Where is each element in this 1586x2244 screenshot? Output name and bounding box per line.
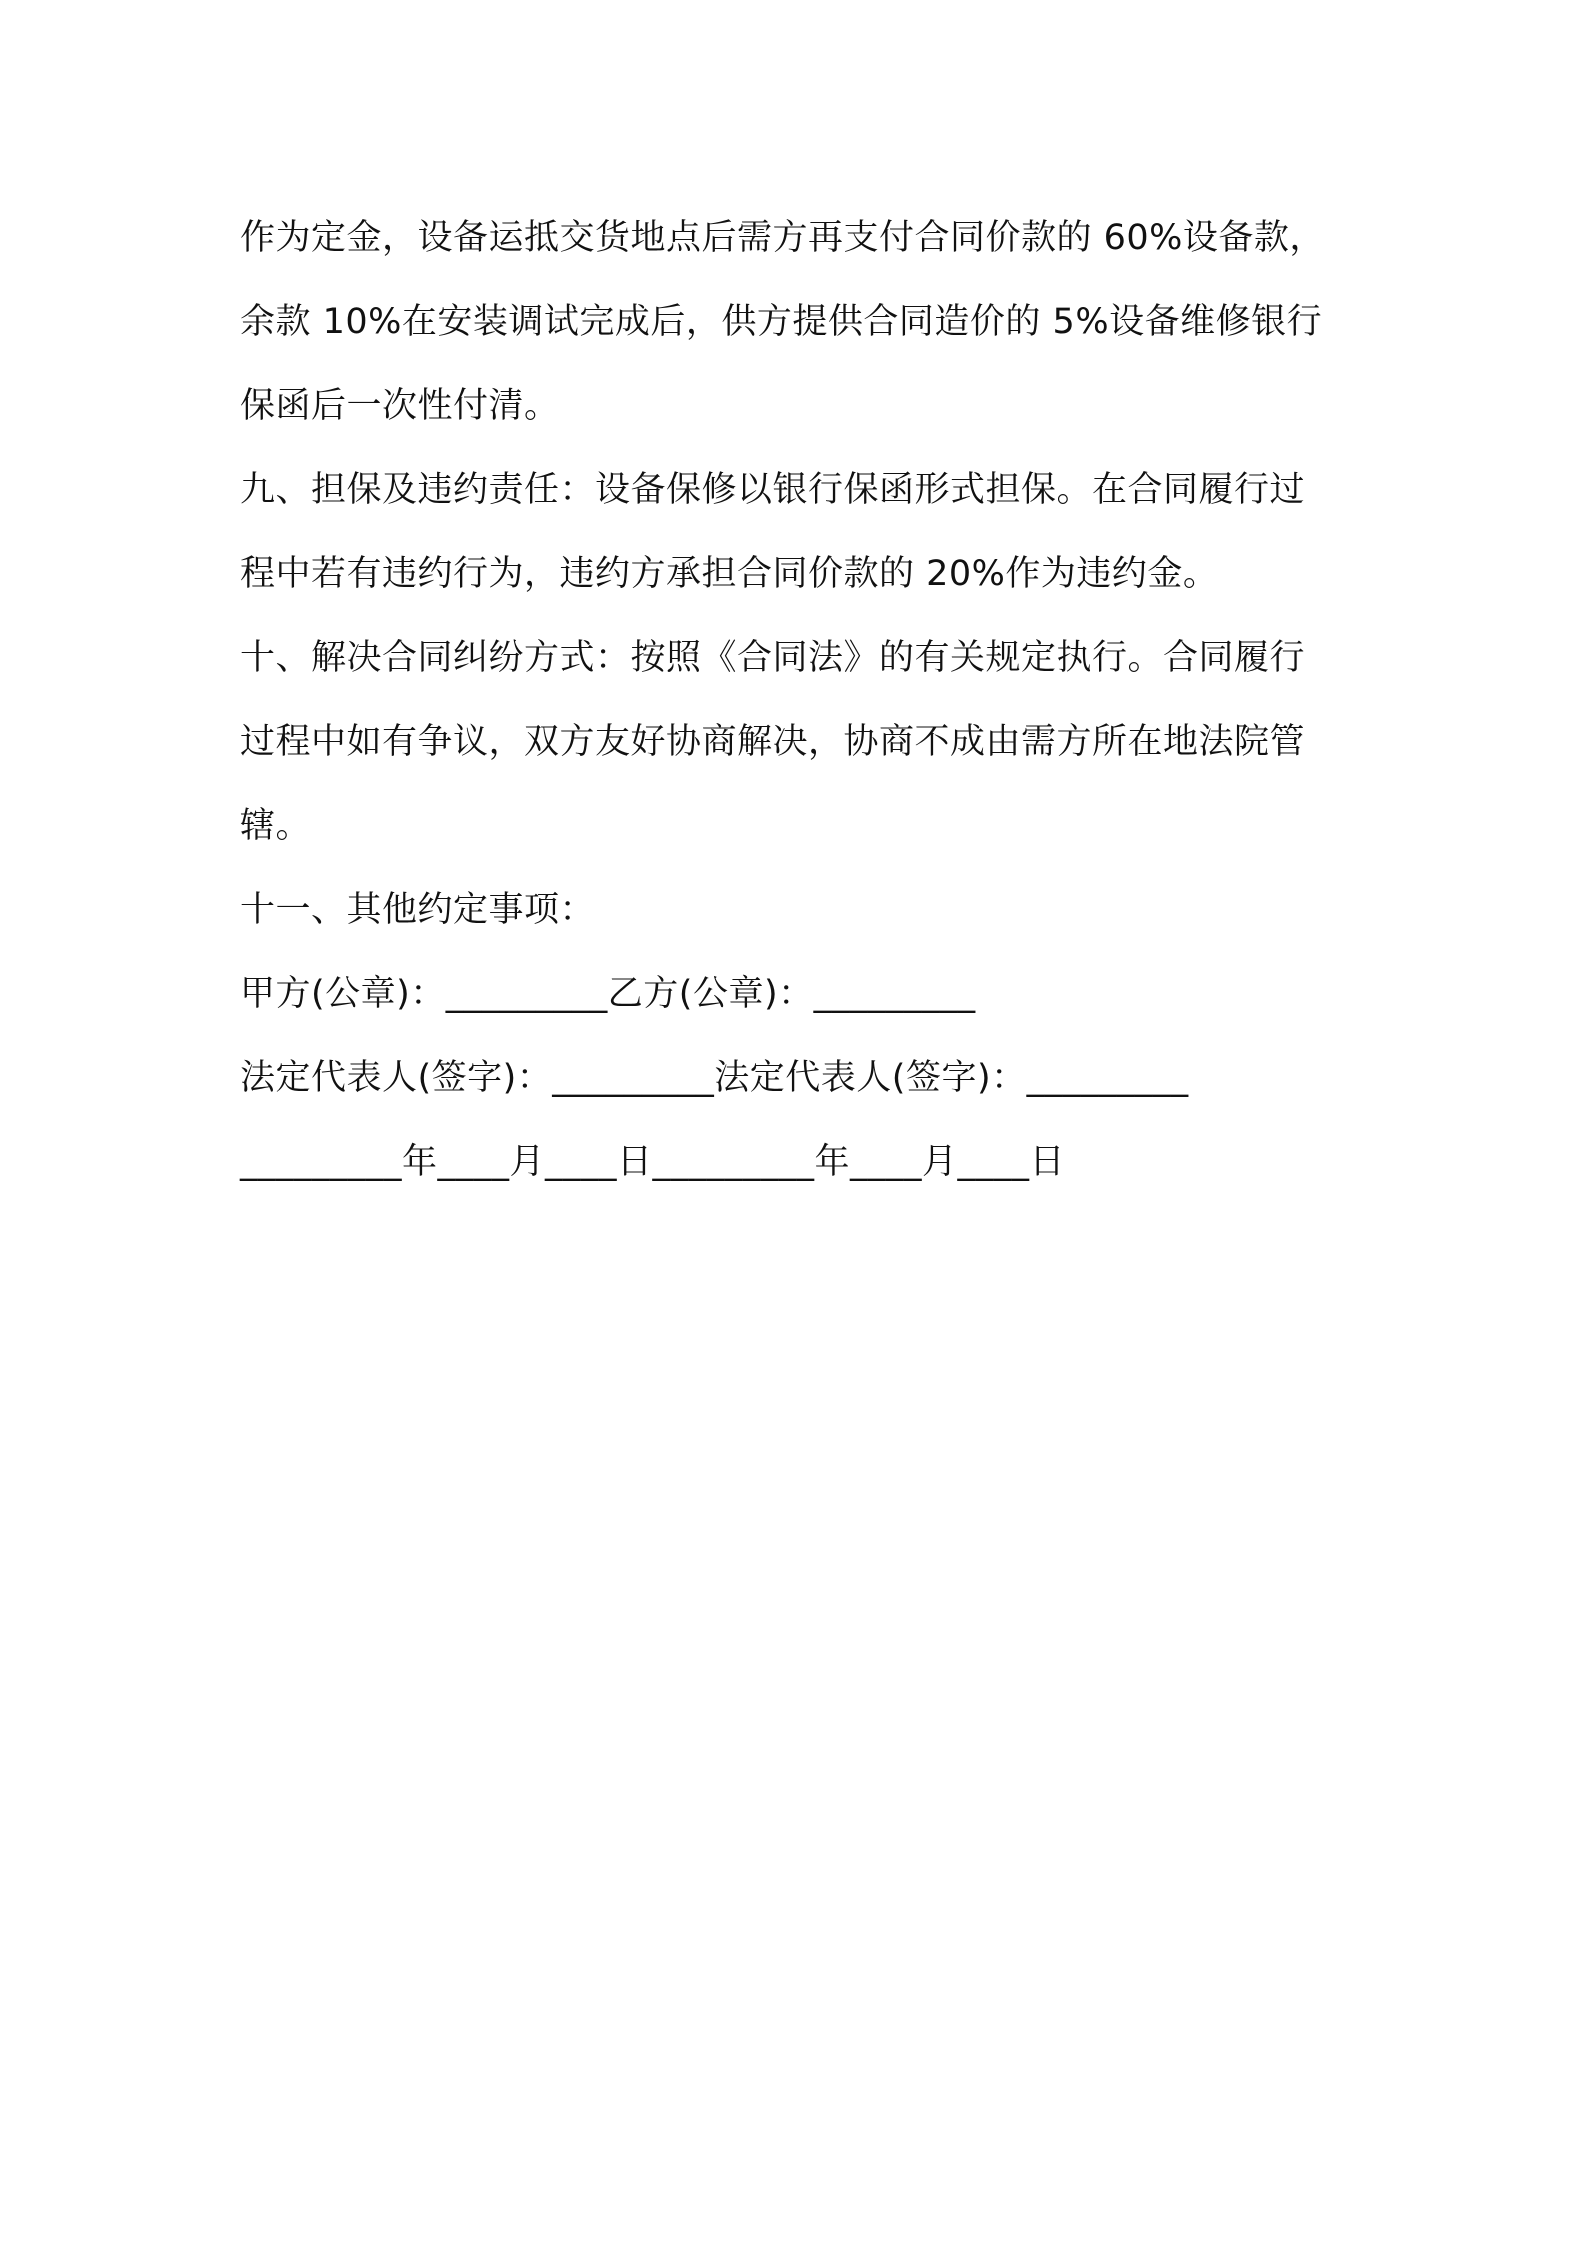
party-seal-line: 甲方(公章)：_________乙方(公章)：_________ [240,974,976,1014]
contract-text-block [240,196,1350,1204]
clause-10-line-2: 过程中如有争议，双方友好协商解决，协商不成由需方所在地法院管 [240,722,1306,762]
clause-9-line-2: 程中若有违约行为，违约方承担合同价款的 20%作为违约金。 [240,554,1219,594]
clause-10-line-1: 十、解决合同纠纷方式：按照《合同法》的有关规定执行。合同履行 [240,638,1306,678]
signing-date-line: _________年____月____日_________年____月____日 [240,1142,1066,1182]
payment-terms-line-3: 保函后一次性付清。 [240,386,560,426]
clause-11-heading: 十一、其他约定事项： [240,890,596,930]
clause-9-line-1: 九、担保及违约责任：设备保修以银行保函形式担保。在合同履行过 [240,470,1306,510]
legal-representative-signature-line: 法定代表人(签字)：_________法定代表人(签字)：_________ [240,1058,1189,1098]
clause-10-line-3: 辖。 [240,806,312,846]
payment-terms-line-2: 余款 10%在安装调试完成后，供方提供合同造价的 5%设备维修银行 [240,302,1323,342]
payment-terms-line-1: 作为定金，设备运抵交货地点后需方再支付合同价款的 60%设备款， [240,218,1325,258]
